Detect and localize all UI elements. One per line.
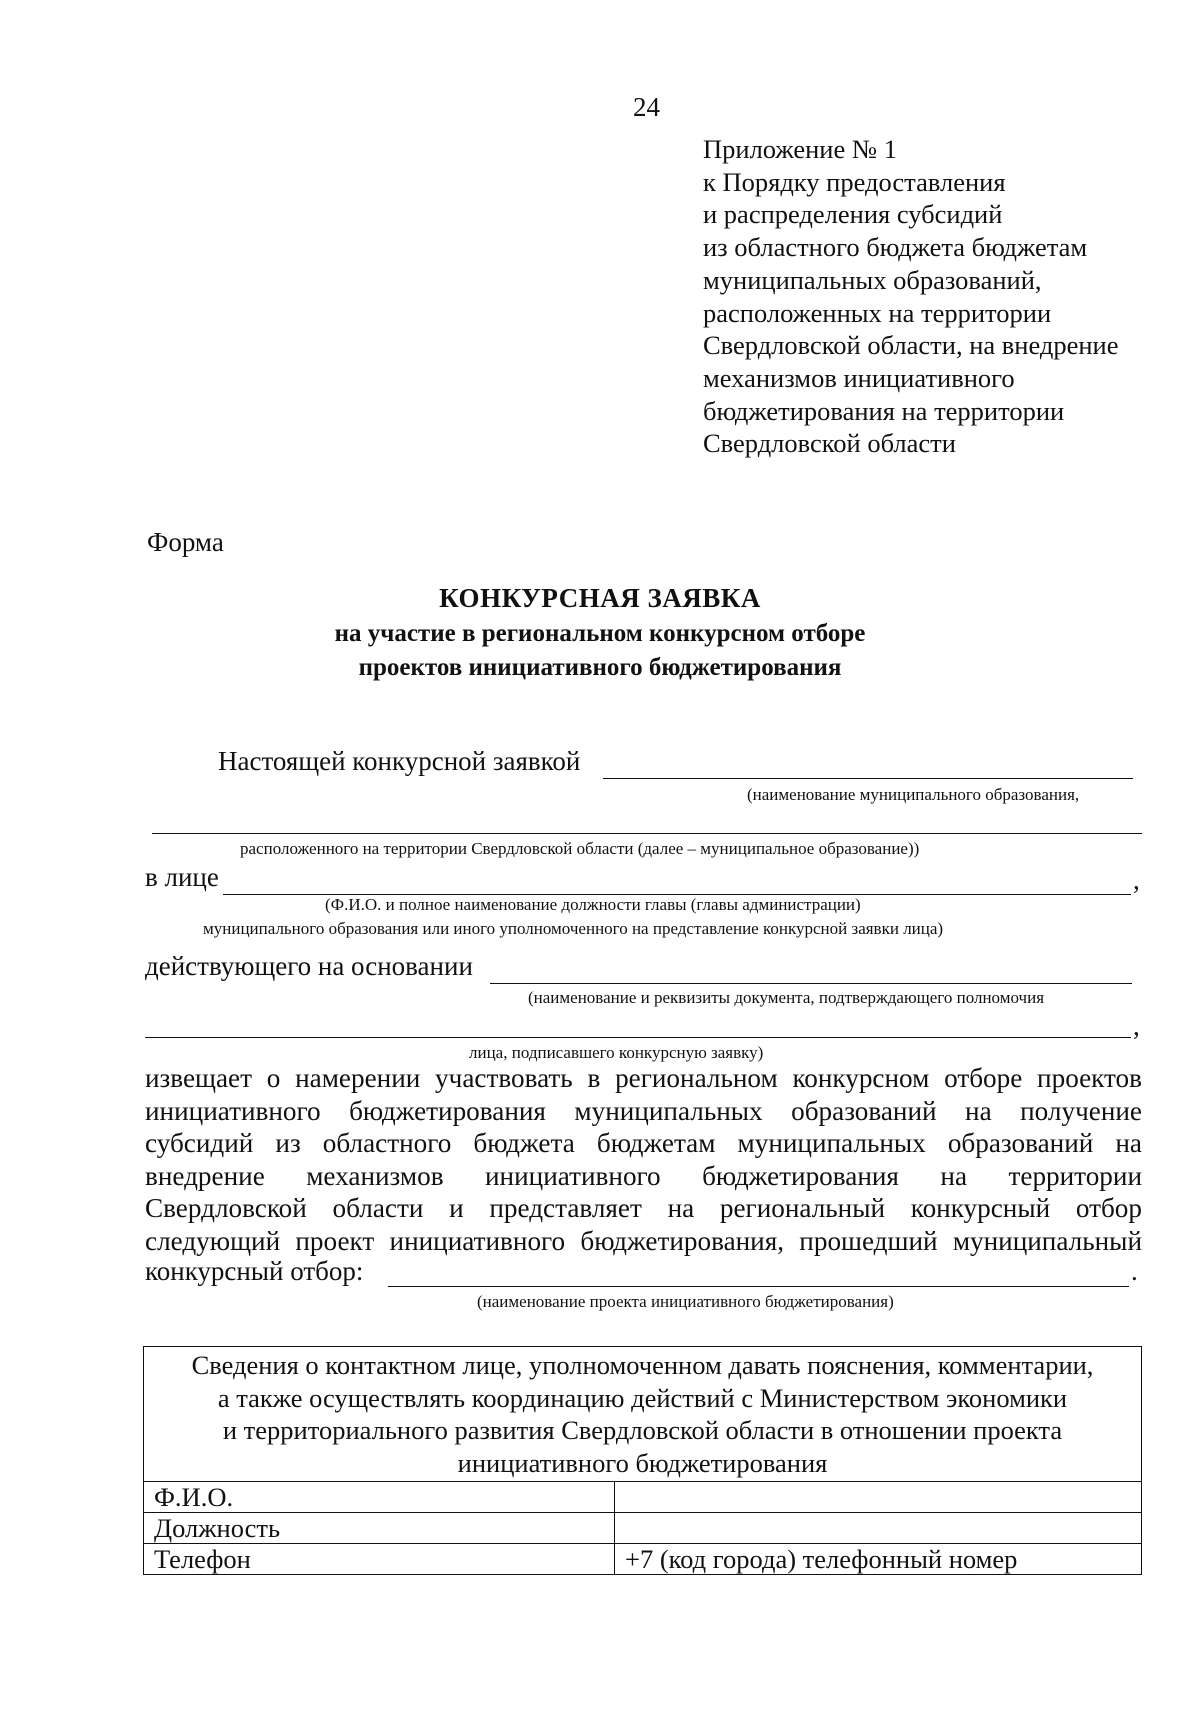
row-label-fio: Ф.И.О. — [144, 1482, 615, 1513]
document-subtitle: на участие в региональном конкурсном отборе — [334, 620, 866, 647]
form-label: Форма — [147, 527, 224, 557]
statement-line: следующий проект инициативного бюджетирования, прошедший муниципальный — [145, 1225, 1142, 1256]
appendix-line: бюджетирования на территории — [703, 395, 1065, 426]
row-label-position: Должность — [144, 1513, 615, 1544]
table-header-line: и территориального развития Свердловской области в отношении проекта — [222, 1415, 1063, 1445]
municipality-hint-continued: расположенного на территории Свердловской области (далее – муниципальное образование)) — [240, 839, 920, 858]
statement-line: извещает о намерении участвовать в региональном конкурсном отборе проектов — [145, 1063, 1142, 1093]
appendix-line: муниципальных образований, — [703, 264, 1042, 295]
basis-hint: (наименование и реквизиты документа, подтверждающего полномочия — [528, 988, 1045, 1007]
appendix-line: Свердловской области — [703, 428, 956, 459]
table-row — [144, 1544, 1142, 1575]
contact-person-table — [143, 1346, 1142, 1575]
row-value-fio[interactable] — [615, 1482, 1142, 1513]
row-value-phone[interactable]: +7 (код города) телефонный номер — [615, 1544, 1142, 1575]
municipality-label: Настоящей конкурсной заявкой — [218, 746, 581, 776]
person-comma: , — [1133, 865, 1140, 895]
table-header-row — [144, 1347, 1142, 1482]
appendix-line: из областного бюджета бюджетам — [703, 232, 1088, 263]
basis-label: действующего на основании — [145, 951, 473, 981]
municipality-hint: (наименование муниципального образования, — [747, 785, 1080, 804]
table-row — [144, 1482, 1142, 1513]
table-header — [144, 1347, 1142, 1482]
application-statement — [145, 1062, 1142, 1258]
person-hint-continued: муниципального образования или иного уполномоченного на представление конкурсной заявки лица) — [203, 919, 944, 938]
person-label: в лице — [145, 862, 219, 892]
statement-line: Свердловской области и представляет на региональный конкурсный отбор — [145, 1193, 1142, 1224]
appendix-line: к Порядку предоставления — [703, 166, 1006, 197]
document-subtitle: проектов инициативного бюджетирования — [358, 654, 842, 681]
municipality-field[interactable] — [603, 750, 1133, 779]
table-header-line: инициативного бюджетирования — [457, 1447, 828, 1478]
row-value-position[interactable] — [615, 1513, 1142, 1544]
basis-field[interactable] — [490, 955, 1132, 984]
project-field[interactable] — [388, 1258, 1129, 1287]
table-row — [144, 1513, 1142, 1544]
person-hint: (Ф.И.О. и полное наименование должности главы (главы администрации) — [325, 895, 861, 914]
statement-line: внедрение механизмов инициативного бюджетирования на территории — [145, 1160, 1142, 1191]
appendix-reference — [703, 133, 1119, 460]
basis-field-continued[interactable] — [145, 1011, 1131, 1038]
row-label-phone: Телефон — [144, 1544, 615, 1575]
appendix-line: Приложение № 1 — [703, 134, 898, 164]
project-period: . — [1131, 1256, 1138, 1286]
person-field[interactable] — [223, 866, 1131, 895]
appendix-line: механизмов инициативного — [703, 362, 1015, 393]
statement-line: субсидий из областного бюджета бюджетам муниципальных образований на — [145, 1128, 1142, 1159]
appendix-line: расположенных на территории — [703, 297, 1052, 328]
basis-hint-continued: лица, подписавшего конкурсную заявку) — [469, 1043, 764, 1062]
project-label: конкурсный отбор: — [145, 1256, 364, 1286]
project-hint: (наименование проекта инициативного бюджетирования) — [477, 1292, 894, 1311]
basis-comma: , — [1133, 1011, 1140, 1041]
document-title: КОНКУРСНАЯ ЗАЯВКА — [439, 583, 761, 613]
appendix-line: и распределения субсидий — [703, 199, 1003, 230]
statement-line: инициативного бюджетирования муниципальных образований на получение — [145, 1095, 1142, 1126]
appendix-line: Свердловской области, на внедрение — [703, 330, 1119, 361]
table-header-line: а также осуществлять координацию действий с Министерством экономики — [217, 1382, 1068, 1413]
table-header-line: Сведения о контактном лице, уполномоченном давать пояснения, комментарии, — [191, 1350, 1094, 1380]
page-number: 24 — [633, 92, 660, 122]
municipality-field-continued[interactable] — [152, 808, 1142, 834]
